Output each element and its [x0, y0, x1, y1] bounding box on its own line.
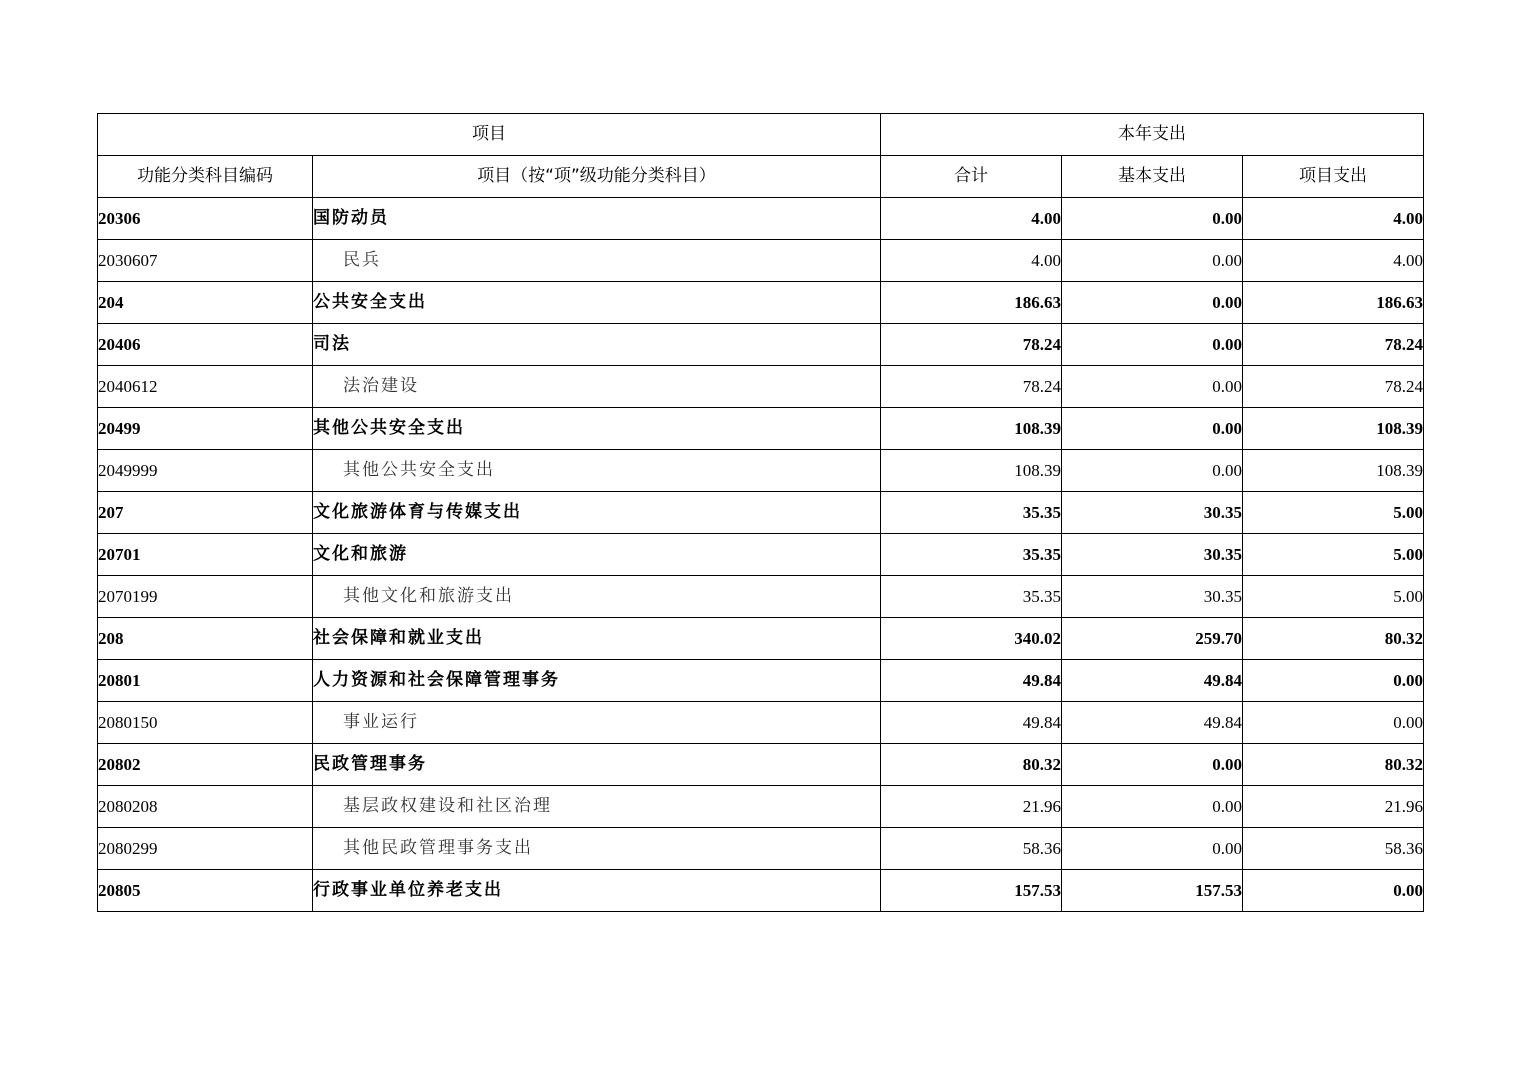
table-row	[98, 744, 1424, 786]
table-row	[98, 660, 1424, 702]
row-total: 78.24	[881, 324, 1062, 366]
row-total: 157.53	[881, 870, 1062, 912]
row-basic: 0.00	[1062, 366, 1243, 408]
row-project-expenditure: 58.36	[1243, 828, 1424, 870]
table-row	[98, 366, 1424, 408]
table-row	[98, 786, 1424, 828]
row-basic: 49.84	[1062, 702, 1243, 744]
row-total: 80.32	[881, 744, 1062, 786]
row-name: 民兵	[313, 240, 881, 282]
row-basic: 0.00	[1062, 408, 1243, 450]
row-basic: 0.00	[1062, 786, 1243, 828]
row-project-expenditure: 5.00	[1243, 534, 1424, 576]
row-code: 20499	[98, 408, 313, 450]
row-code: 20801	[98, 660, 313, 702]
row-code: 2080208	[98, 786, 313, 828]
table-row	[98, 576, 1424, 618]
row-name: 其他民政管理事务支出	[313, 828, 881, 870]
row-project-expenditure: 108.39	[1243, 450, 1424, 492]
header-total: 合计	[881, 156, 1062, 198]
row-basic: 30.35	[1062, 492, 1243, 534]
row-project-expenditure: 0.00	[1243, 870, 1424, 912]
row-project-expenditure: 4.00	[1243, 240, 1424, 282]
table-row	[98, 828, 1424, 870]
row-project-expenditure: 4.00	[1243, 198, 1424, 240]
row-project-expenditure: 80.32	[1243, 618, 1424, 660]
header-project-expenditure: 项目支出	[1243, 156, 1424, 198]
row-basic: 0.00	[1062, 240, 1243, 282]
row-code: 20306	[98, 198, 313, 240]
row-name: 其他文化和旅游支出	[313, 576, 881, 618]
header-current-year: 本年支出	[881, 114, 1424, 156]
row-name: 其他公共安全支出	[313, 408, 881, 450]
row-project-expenditure: 0.00	[1243, 660, 1424, 702]
row-name: 社会保障和就业支出	[313, 618, 881, 660]
row-code: 208	[98, 618, 313, 660]
row-total: 78.24	[881, 366, 1062, 408]
row-code: 20406	[98, 324, 313, 366]
header-project: 项目	[98, 114, 881, 156]
row-name: 基层政权建设和社区治理	[313, 786, 881, 828]
row-code: 207	[98, 492, 313, 534]
row-project-expenditure: 78.24	[1243, 324, 1424, 366]
row-total: 58.36	[881, 828, 1062, 870]
row-total: 49.84	[881, 702, 1062, 744]
table-row	[98, 534, 1424, 576]
row-basic: 49.84	[1062, 660, 1243, 702]
row-name: 事业运行	[313, 702, 881, 744]
row-basic: 30.35	[1062, 534, 1243, 576]
row-project-expenditure: 186.63	[1243, 282, 1424, 324]
row-total: 340.02	[881, 618, 1062, 660]
table-row	[98, 870, 1424, 912]
row-project-expenditure: 108.39	[1243, 408, 1424, 450]
row-project-expenditure: 5.00	[1243, 576, 1424, 618]
row-total: 108.39	[881, 450, 1062, 492]
row-name: 司法	[313, 324, 881, 366]
row-name: 民政管理事务	[313, 744, 881, 786]
row-name: 法治建设	[313, 366, 881, 408]
row-total: 21.96	[881, 786, 1062, 828]
table-row	[98, 492, 1424, 534]
row-code: 204	[98, 282, 313, 324]
row-total: 35.35	[881, 492, 1062, 534]
row-basic: 30.35	[1062, 576, 1243, 618]
header-row-top	[98, 114, 1424, 156]
row-name: 文化旅游体育与传媒支出	[313, 492, 881, 534]
row-project-expenditure: 21.96	[1243, 786, 1424, 828]
table-row	[98, 198, 1424, 240]
header-basic: 基本支出	[1062, 156, 1243, 198]
row-basic: 0.00	[1062, 282, 1243, 324]
row-total: 35.35	[881, 534, 1062, 576]
header-item: 项目（按“项”级功能分类科目）	[313, 156, 881, 198]
row-project-expenditure: 78.24	[1243, 366, 1424, 408]
table-row	[98, 408, 1424, 450]
row-code: 20805	[98, 870, 313, 912]
row-code: 2070199	[98, 576, 313, 618]
table-row	[98, 450, 1424, 492]
table-row	[98, 324, 1424, 366]
row-project-expenditure: 80.32	[1243, 744, 1424, 786]
row-total: 4.00	[881, 240, 1062, 282]
row-code: 2049999	[98, 450, 313, 492]
row-basic: 0.00	[1062, 744, 1243, 786]
table-row	[98, 240, 1424, 282]
row-project-expenditure: 0.00	[1243, 702, 1424, 744]
table-row	[98, 618, 1424, 660]
row-total: 108.39	[881, 408, 1062, 450]
row-basic: 0.00	[1062, 198, 1243, 240]
row-name: 行政事业单位养老支出	[313, 870, 881, 912]
row-project-expenditure: 5.00	[1243, 492, 1424, 534]
row-total: 49.84	[881, 660, 1062, 702]
row-name: 人力资源和社会保障管理事务	[313, 660, 881, 702]
row-basic: 0.00	[1062, 324, 1243, 366]
expenditure-table	[97, 113, 1424, 912]
row-basic: 0.00	[1062, 828, 1243, 870]
row-basic: 259.70	[1062, 618, 1243, 660]
row-total: 35.35	[881, 576, 1062, 618]
row-code: 2080150	[98, 702, 313, 744]
header-row-sub	[98, 156, 1424, 198]
row-name: 其他公共安全支出	[313, 450, 881, 492]
table-row	[98, 282, 1424, 324]
row-basic: 0.00	[1062, 450, 1243, 492]
row-basic: 157.53	[1062, 870, 1243, 912]
row-code: 20802	[98, 744, 313, 786]
row-code: 20701	[98, 534, 313, 576]
row-name: 文化和旅游	[313, 534, 881, 576]
table-body	[98, 198, 1424, 912]
row-code: 2040612	[98, 366, 313, 408]
row-total: 4.00	[881, 198, 1062, 240]
row-code: 2030607	[98, 240, 313, 282]
row-name: 公共安全支出	[313, 282, 881, 324]
row-name: 国防动员	[313, 198, 881, 240]
row-code: 2080299	[98, 828, 313, 870]
header-code: 功能分类科目编码	[98, 156, 313, 198]
row-total: 186.63	[881, 282, 1062, 324]
table-row	[98, 702, 1424, 744]
